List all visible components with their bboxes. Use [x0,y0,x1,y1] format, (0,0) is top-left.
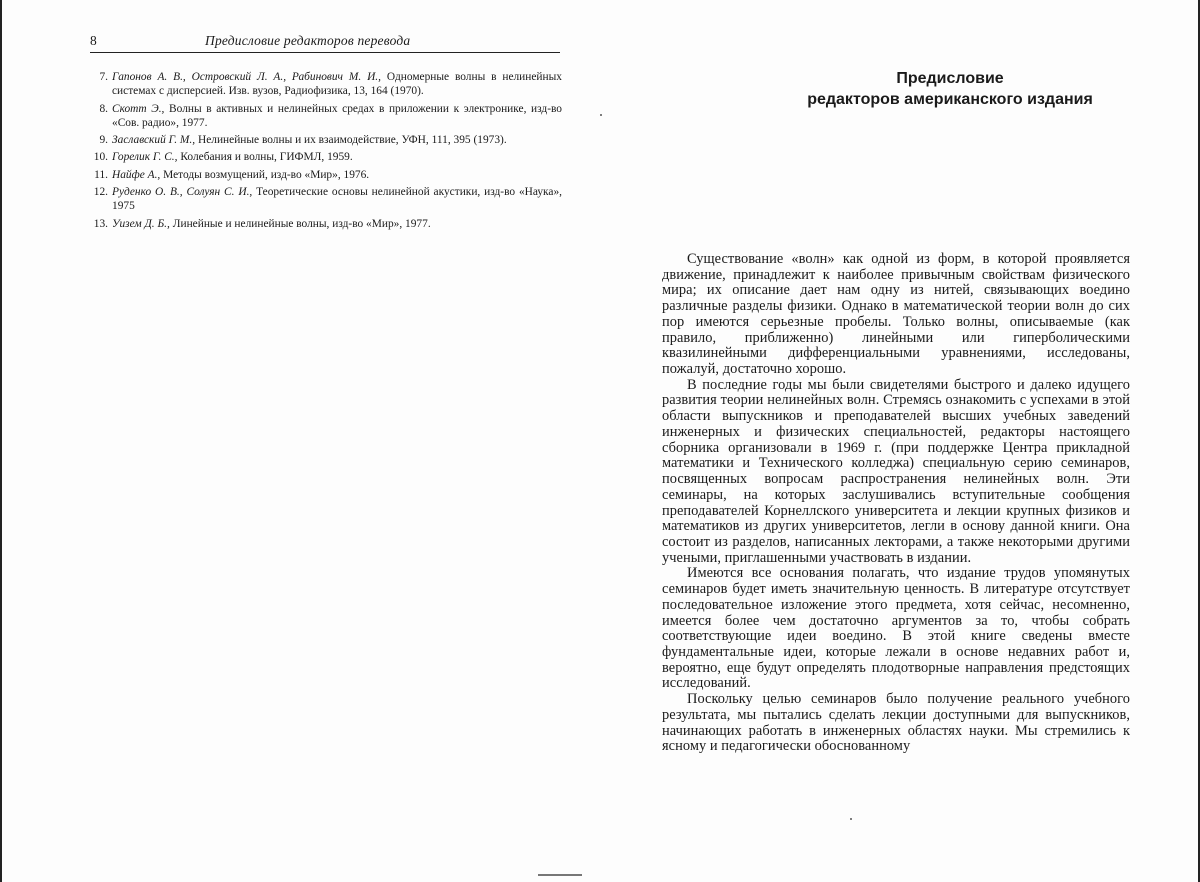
reference-number: 11. [94,168,108,181]
reference-text: Одномерные волны в нелинейных системах с дисперсией. Изв. вузов, Радиофизика, 13, 164 (1970). [112,71,562,98]
reference-authors: Заславский Г. М., [112,134,196,147]
running-title: Предисловие редакторов перевода [205,33,411,48]
paragraph: Существование «волн» как одной из форм, в которой проявляется движение, принадлежит к наиболее привычным свойствам физического мира; их описание дает нам одну из нитей, связывающих воедино различные разделы физики. Однако в математической теории волн до сих пор имеются серьезные пробелы. Только волны, описываемые (как правило, приближенно) линейными или гиперболическими квазилинейными дифференциальными уравнениями, исследованы, пожалуй, достаточно хорошо. [662,251,1130,378]
reference-authors: Руденко О. В., Солуян С. И., [112,186,253,199]
reference-authors: Уизем Д. Б., [112,217,170,230]
reference-item [90,133,562,147]
body-text [662,252,1130,755]
reference-text: Волны в активных и нелинейных средах в приложении к электронике, изд-во «Сов. радио», 1977. [112,102,563,129]
reference-number: 9. [99,134,108,147]
reference-authors: Горелик Г. С., [112,151,178,164]
reference-item [90,217,562,231]
paragraph: Поскольку целью семинаров было получение реального учебного результата, мы пытались сделать лекции доступными для выпускников, начинающих работать в инженерных областях науки. Мы стремились к ясному и педагогически обоснованному [662,691,1130,755]
reference-text: Колебания и волны, ГИФМЛ, 1959. [180,151,353,164]
header-rule [90,52,560,53]
paragraph: Имеются все основания полагать, что издание трудов упомянутых семинаров будет иметь значительную ценность. В литературе отсутствует последовательное изложение этого предмета, хотя сейчас, несомненно, имеется более чем достаточно аргументов за то, чтобы собрать соответствующие идеи воедино. В этой книге сведены вместе фундаментальные идеи, которые лежали в основе недавних работ и, вероятно, еще будут определять плодотворные направления предстоящих исследований. [662,565,1130,692]
section-title-line: редакторов американского издания [807,91,1093,108]
right-page [600,0,1200,882]
section-title-line: Предисловие [896,70,1004,87]
reference-number: 7. [99,71,108,83]
reference-text: Линейные и нелинейные волны, изд-во «Мир», 1977. [172,217,431,230]
scan-speck [850,818,852,820]
paragraph: В последние годы мы были свидетелями быстрого и далеко идущего развития теории нелинейных волн. Стремясь ознакомить с успехами в этой области выпускников и преподавателей высших учебных заведений инженерных и физических специальностей, редакторы настоящего сборника организовали в 1969 г. (при поддержке Центра прикладной математики и Технического колледжа) специальную серию семинаров, посвященных вопросам распространения нелинейных волн. Эти семинары, на которых заслушивались вступительные сообщения преподавателей Корнеллского университета и лекции крупных физиков и математиков из других университетов, легли в основу данной книги. Она состоит из разделов, написанных лекторами, а также некоторыми другими учеными, приглашенными участвовать в издании. [662,376,1130,566]
reference-item [90,102,562,131]
reference-number: 13. [93,217,108,230]
page-number: 8 [90,33,97,48]
reference-item [90,185,562,214]
reference-list [90,70,562,234]
reference-item [90,168,562,182]
scan-speck [600,114,602,116]
reference-text: Методы возмущений, изд-во «Мир», 1976. [163,168,370,181]
reference-text: Теоретические основы нелинейной акустики, изд-во «Наука», 1975 [112,186,562,213]
reference-number: 10. [93,151,108,164]
reference-number: 8. [99,102,108,115]
reference-authors: Найфе А., [112,168,161,181]
reference-authors: Гапонов А. В., Островский Л. А., Рабинович М. И., [112,71,381,83]
bottom-scan-mark [538,874,582,876]
reference-number: 12. [93,186,108,199]
section-title [750,68,1150,110]
reference-item [90,150,562,164]
running-head [90,33,560,53]
reference-authors: Скотт Э., [112,102,165,115]
reference-text: Нелинейные волны и их взаимодействие, УФН, 111, 395 (1973). [197,134,507,147]
reference-item [90,70,562,99]
